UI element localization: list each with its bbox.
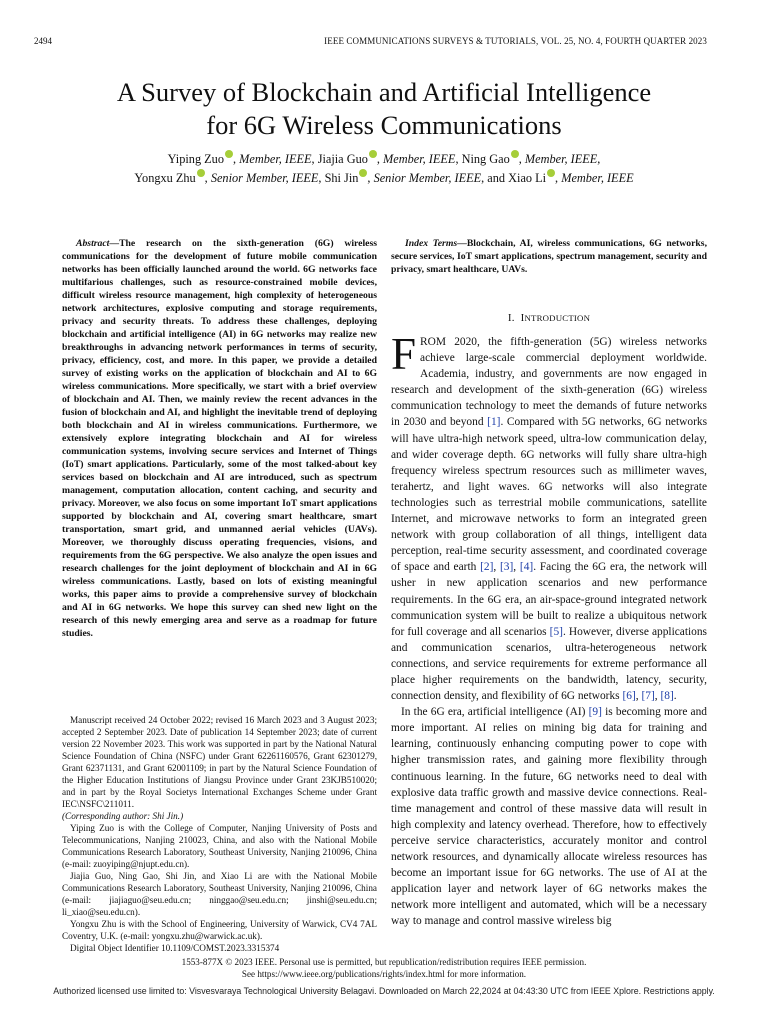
footnote-affiliation-zuo: Yiping Zuo is with the College of Computer, Nanjing University of Posts and Telecommunications, Nanjing 210023, China, and also with the National Mobile Communications Research Laboratory, Southeast University, Nanjing 210096, China (e-mail: zuoyiping@njupt.edu.cn). xyxy=(62,823,377,869)
author-name: Shi Jin xyxy=(324,171,359,185)
citation-link[interactable]: [2] xyxy=(480,561,494,574)
footnote-received: Manuscript received 24 October 2022; revised 16 March 2023 and 3 August 2023; accepted 2 September 2023. Date of publication 14 September 2023; date of current version 22 November 2023. This work was supported in part by the National Natural Science Foundation of China (NSFC) under Grant 62261160576, Grant 62301279, Grant 62371131, and Grant 62001109; in part by the Natural Science Foundation of the Higher Education Institutions of Jiangsu Province under Grant 23KJB510020; and in part by the Royal Societys International Exchanges Scheme under Grant IEC\NSFC\211011. (Corresponding author: Shi Jin.) xyxy=(62,715,377,821)
citation-link[interactable]: [6] xyxy=(622,690,636,703)
citation-link[interactable]: [4] xyxy=(519,561,534,574)
title-line-1: A Survey of Blockchain and Artificial Intelligence xyxy=(116,77,652,107)
abstract-text: —The research on the sixth-generation (6G) wireless communications for the development of future mobile communication networks has been officially launched around the world. 6G networks face multifarious challenges, such as resource-constrained mobile devices, difficult wireless resource management, high complexity of heterogeneous network architectures, explosive computing and storage requirements, privacy and security threats. To address these challenges, deploying blockchain and artificial intelligence (AI) in 6G networks may realize new breakthroughs in advancing network performances in terms of security, privacy, efficiency, cost, and more. In this paper, we provide a detailed survey of existing works on the application of blockchain and AI to 6G wireless communications. More specifically, we start with a brief overview of blockchain and AI. Then, we mainly review the recent advances in the fusion of blockchain and AI, and highlight the inevitable trend of deploying both blockchain and AI in wireless communications. Furthermore, we extensively explore integrating blockchain and AI for wireless communication systems, involving secure services and Internet of Things (IoT) smart applications. Particularly, some of the most talked-about key services based on blockchain and AI are introduced, such as spectrum management, computation allocation, content caching, and security and privacy. Moreover, we also focus on some important IoT smart applications supported by blockchain and AI, covering smart healthcare, smart transportation, smart grid, and unmanned aerial vehicles (UAVs). Moreover, we thoroughly discuss operating frequencies, visions, and requirements from the 6G perspective. We also analyze the open issues and research challenges for the joint deployment of blockchain and AI in 6G wireless communications. Lastly, based on lots of existing meaningful works, this paper aims to provide a comprehensive survey of blockchain and AI in 6G networks. We hope this survey can shed new light on the research of this newly emerging area and serve as a roadmap for future studies. xyxy=(62,238,377,639)
orcid-icon[interactable] xyxy=(511,150,519,158)
doi[interactable]: Digital Object Identifier 10.1109/COMST.2023.3315374 xyxy=(70,943,280,953)
index-terms-text: —Blockchain, AI, wireless communications, 6G networks, secure services, IoT smart applications, spectrum management, security and privacy, smart healthcare, UAVs. xyxy=(391,238,707,275)
orcid-icon[interactable] xyxy=(225,150,233,158)
corresponding-author: (Corresponding author: Shi Jin.) xyxy=(62,811,184,821)
orcid-icon[interactable] xyxy=(197,169,205,177)
footnote-affiliation-zhu: Yongxu Zhu is with the School of Engineering, University of Warwick, CV4 7AL Coventry, U.K. (e-mail: yongxu.zhu@warwick.ac.uk). xyxy=(62,919,377,941)
copyright-notice xyxy=(40,956,728,980)
author-role: Senior Member, IEEE xyxy=(210,171,319,185)
license-notice: Authorized licensed use limited to: Visvesvaraya Technological University Belagavi. Downloaded on March 22,2024 at 04:43:30 UTC from IEEE Xplore. Restrictions apply. xyxy=(53,986,715,996)
footnote-affiliation-guo: Jiajia Guo, Ning Gao, Shi Jin, and Xiao Li are with the National Mobile Communications Research Laboratory, Southeast University, Nanjing 210096, China (e-mail: jiajiaguo@seu.edu.cn; ninggao@seu.edu.cn; jinshi@seu.edu.cn; li_xiao@seu.edu.cn). xyxy=(62,871,377,917)
author-name: Jiajia Guo xyxy=(317,152,368,166)
author-role: Member, IEEE xyxy=(239,152,312,166)
copyright-line-2[interactable]: See https://www.ieee.org/publications/rights/index.html for more information. xyxy=(241,969,527,979)
citation-link[interactable]: [1] xyxy=(487,416,501,429)
copyright-line-1: 1553-877X © 2023 IEEE. Personal use is permitted, but republication/redistribution requires IEEE permission. xyxy=(181,957,587,967)
footnotes xyxy=(62,714,377,954)
index-terms-label: Index Terms xyxy=(405,238,458,249)
author-list: Yiping Zuo , Member, IEEE, Jiajia Guo , Member, IEEE, Ning Gao , Member, IEEE, Yongxu Zhu , Senior Member, IEEE, Shi Jin , Senior Member, IEEE, and Xiao Li , Member, IEEE xyxy=(134,152,634,185)
abstract xyxy=(62,237,377,640)
orcid-icon[interactable] xyxy=(369,150,377,158)
author-role: Member, IEEE xyxy=(561,171,634,185)
page-number: 2494 xyxy=(34,36,52,46)
title-line-2: for 6G Wireless Communications xyxy=(206,110,562,140)
intro-paragraph-2: In the 6G era, artificial intelligence (AI) [9] is becoming more and more important. AI relies on mining big data for training and learning, continuously enhancing computing power to cope with higher transmission rates, and gaining more flexibility through continuous learning. In the future, 6G networks need to deal with explosive data traffic growth and massive device connections. Real-time management and control of these massive data will result in high complexity and latency overhead. Therefore, how to effectively perceive service characteristics, accurately monitor and control network resources, and dynamically allocate wireless resources has become an important issue for 6G networks. The use of AI at the application layer and network layer of 6G networks makes the network more intelligent and automated, which will be a necessary way to manage and control massive wireless big xyxy=(391,706,707,928)
index-terms xyxy=(391,237,707,276)
journal-header: IEEE COMMUNICATIONS SURVEYS & TUTORIALS, VOL. 25, NO. 4, FOURTH QUARTER 2023 xyxy=(324,36,707,46)
citation-link[interactable]: [5] xyxy=(549,625,563,638)
section-heading: I. INTRODUCTION xyxy=(507,312,591,324)
citation-link[interactable]: [8] xyxy=(660,690,674,703)
author-name: Xiao Li xyxy=(508,171,547,185)
intro-paragraph-1: FROM 2020, the fifth-generation (5G) wireless networks achieve large-scale commercial deployment worldwide. Academia, industry, and governments are now engaged in research and development of the sixth-generation (6G) wireless communication technology to meet the demands of future networks in 2030 and beyond [1]. Compared with 5G networks, 6G networks will have ultra-high network speed, ultra-low communication delay, and wider coverage depth. 6G networks will fully share ultra-high frequency wireless spectrum resources such as millimeter waves, terahertz, and light waves. 6G networks will also integrate technologies such as terrestrial mobile communications, satellite Internet, and microwave networks to form an integrated green network with group collaboration of all things, intelligent data perception, real-time security assessment, and coordinated coverage of space and earth [2], [3], [4]. Facing the 6G era, the network will usher in new application scenarios and new performance requirements. In the 6G era, an air-space-ground integrated network communication system will be built to realize a ubiquitous network for full coverage and all scenarios [5]. However, diverse applications and communication scenarios, ultra-heterogeneous network connections, and service requirements for extreme performance all place higher requirements on the bandwidth, latency, security, connection density, and flexibility of 6G networks [6], [7], [8]. xyxy=(391,329,707,703)
drop-cap: F xyxy=(391,329,417,379)
abstract-label: Abstract xyxy=(76,238,110,249)
author-role: Senior Member, IEEE xyxy=(373,171,482,185)
citation-link[interactable]: [7] xyxy=(641,690,655,703)
citation-link[interactable]: [9] xyxy=(588,706,602,719)
citation-link[interactable]: [3] xyxy=(500,561,514,574)
author-role: Member, IEEE xyxy=(383,152,456,166)
introduction-body xyxy=(391,329,707,929)
author-role: Member, IEEE xyxy=(524,152,598,166)
paper-title xyxy=(40,76,728,142)
author-name: Ning Gao xyxy=(461,152,510,166)
author-name: Yiping Zuo xyxy=(167,152,224,166)
orcid-icon[interactable] xyxy=(547,169,555,177)
author-name: Yongxu Zhu xyxy=(134,171,196,185)
